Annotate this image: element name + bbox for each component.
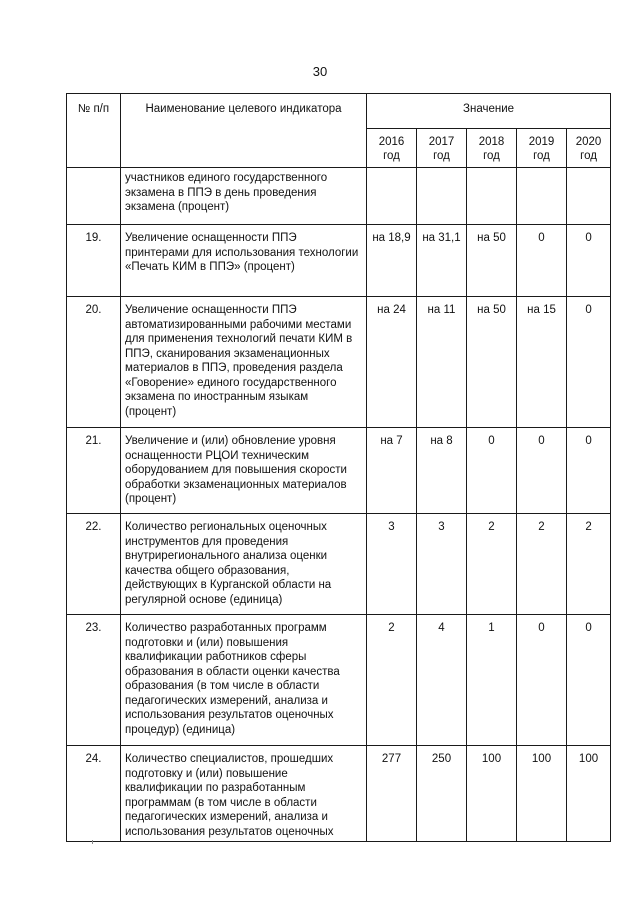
year-label: 2018 [478, 136, 505, 148]
column-header-year [467, 129, 517, 168]
year-unit: год [433, 150, 450, 162]
page-number: 30 [312, 64, 328, 79]
row-number: 24. [67, 746, 121, 842]
table-row [67, 746, 611, 842]
row-number: 21. [67, 428, 121, 514]
value-2020: 0 [567, 225, 611, 297]
value-2016: 3 [367, 514, 417, 615]
column-header-year [417, 129, 467, 168]
value-2017: на 8 [417, 428, 467, 514]
value-2020 [567, 168, 611, 225]
value-2017: 4 [417, 615, 467, 746]
column-header-value: Значение [367, 94, 611, 129]
row-number: 20. [67, 297, 121, 428]
value-2017: 250 [417, 746, 467, 842]
table-row [67, 615, 611, 746]
value-2018: 100 [467, 746, 517, 842]
row-number: 19. [67, 225, 121, 297]
header-row [67, 94, 611, 129]
value-2018: на 50 [467, 297, 517, 428]
value-2017: на 11 [417, 297, 467, 428]
value-2020: 2 [567, 514, 611, 615]
value-2017: на 31,1 [417, 225, 467, 297]
value-2019: 0 [517, 615, 567, 746]
table-row [67, 225, 611, 297]
value-2019: 0 [517, 428, 567, 514]
column-header-year [517, 129, 567, 168]
value-2016 [367, 168, 417, 225]
value-2016: на 18,9 [367, 225, 417, 297]
column-header-year [567, 129, 611, 168]
table-row [67, 168, 611, 225]
year-label: 2016 [378, 136, 405, 148]
indicator-name: Увеличение и (или) обновление уровня оснащенности РЦОИ техническим оборудованием для повышения скорости обработки экзаменационных материалов (процент) [121, 428, 367, 514]
year-label: 2017 [428, 136, 455, 148]
indicator-name: Количество региональных оценочных инструментов для проведения внутрирегионального анализа оценки качества общего образования, действующих в Курганской области на регулярной основе (единица) [121, 514, 367, 615]
value-2016: 2 [367, 615, 417, 746]
value-2016: на 24 [367, 297, 417, 428]
indicator-name: Количество разработанных программ подготовки и (или) повышения квалификации работников сферы образования в области оценки качества образования (в том числе в области педагогических измерений, анализа и использования результатов оценочных процедур) (единица) [121, 615, 367, 746]
column-header-year [367, 129, 417, 168]
year-unit: год [533, 150, 550, 162]
value-2018: на 50 [467, 225, 517, 297]
value-2018: 1 [467, 615, 517, 746]
value-2019 [517, 168, 567, 225]
indicator-name: участников единого государственного экзамена в ППЭ в день проведения экзамена (процент) [121, 168, 367, 225]
column-header-indicator-name: Наименование целевого индикатора [121, 94, 367, 168]
indicator-name: Увеличение оснащенности ППЭ автоматизированными рабочими местами для применения технологий печати КИМ в ППЭ, сканирования экзаменационных материалов в ППЭ, проведения раздела «Говорение» единого государственного экзамена по иностранным языкам (процент) [121, 297, 367, 428]
row-number: 23. [67, 615, 121, 746]
year-label: 2020 [575, 136, 602, 148]
year-unit: год [383, 150, 400, 162]
table-row [67, 297, 611, 428]
value-2020: 0 [567, 615, 611, 746]
value-2018: 0 [467, 428, 517, 514]
row-number [67, 168, 121, 225]
value-2017: 3 [417, 514, 467, 615]
value-2020: 0 [567, 297, 611, 428]
value-2020: 0 [567, 428, 611, 514]
year-label: 2019 [528, 136, 555, 148]
indicators-table [66, 93, 611, 842]
year-unit: год [580, 150, 597, 162]
year-unit: год [483, 150, 500, 162]
value-2019: 100 [517, 746, 567, 842]
value-2016: на 7 [367, 428, 417, 514]
value-2020: 100 [567, 746, 611, 842]
value-2019: на 15 [517, 297, 567, 428]
value-2016: 277 [367, 746, 417, 842]
value-2018 [467, 168, 517, 225]
value-2019: 2 [517, 514, 567, 615]
value-2019: 0 [517, 225, 567, 297]
column-header-number: № п/п [67, 94, 121, 168]
value-2018: 2 [467, 514, 517, 615]
value-2017 [417, 168, 467, 225]
scan-mark [92, 840, 93, 844]
row-number: 22. [67, 514, 121, 615]
table-row [67, 514, 611, 615]
indicator-name: Количество специалистов, прошедших подготовку и (или) повышение квалификации по разработанным программам (в том числе в области педагогических измерений, анализа и использования результатов оценочных [121, 746, 367, 842]
indicator-name: Увеличение оснащенности ППЭ принтерами для использования технологии «Печать КИМ в ППЭ» (процент) [121, 225, 367, 297]
table-row [67, 428, 611, 514]
